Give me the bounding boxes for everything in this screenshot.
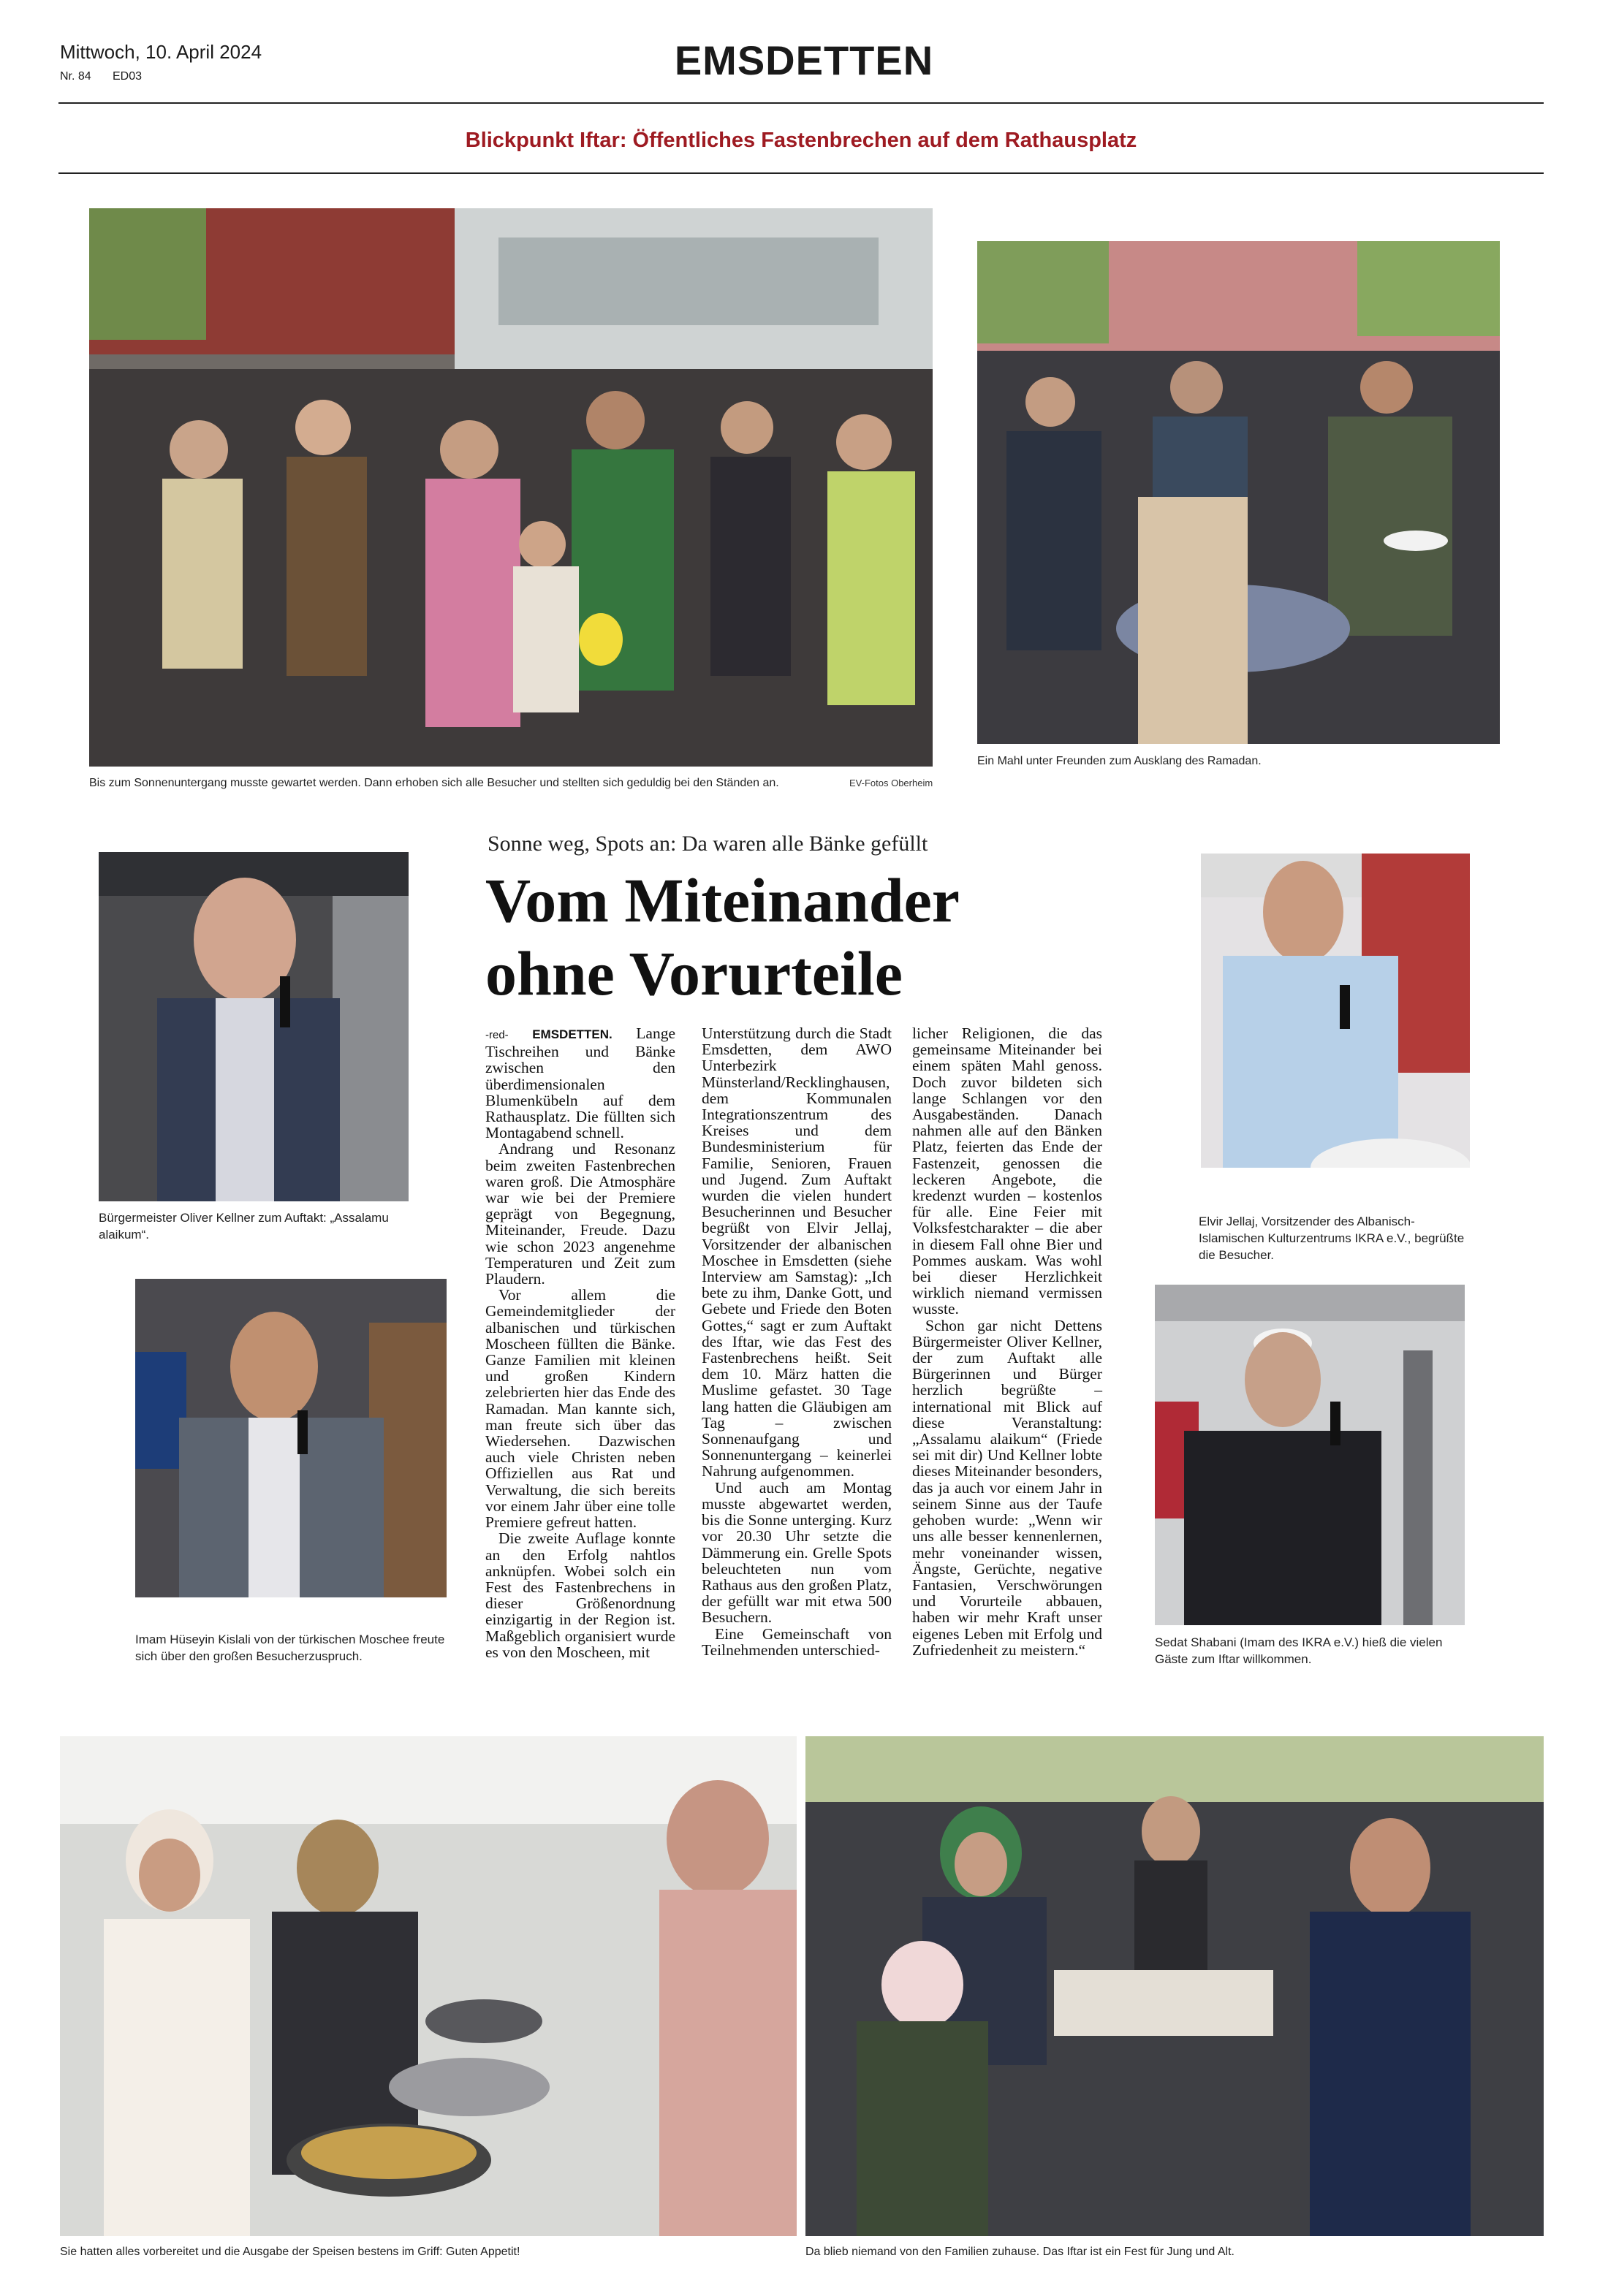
elvir-caption: Elvir Jellaj, Vorsitzender des Albanisch-Islamischen Kulturzentrums IKRA e.V., begrüßte die Besucher. — [1199, 1214, 1465, 1262]
mayor-caption: Bürgermeister Oliver Kellner zum Auftakt: „Assalamu alaikum“. — [99, 1211, 389, 1242]
tables-photo — [805, 1736, 1544, 2236]
dateline: EMSDETTEN. — [532, 1027, 613, 1041]
sedat-caption: Sedat Shabani (Imam des IKRA e.V.) hieß die vielen Gäste zum Iftar willkommen. — [1155, 1635, 1443, 1666]
article-column-2 — [702, 1025, 892, 1658]
tables-caption: Da blieb niemand von den Familien zuhause. Das Iftar ist ein Fest für Jung und Alt. — [805, 2246, 1235, 2258]
sedat-photo — [1155, 1285, 1465, 1625]
kitchen-caption: Sie hatten alles vorbereitet und die Ausgabe der Speisen bestens im Griff: Guten Appetit! — [60, 2246, 520, 2258]
crowd-caption: Bis zum Sonnenuntergang musste gewartet werden. Dann erhoben sich alle Besucher und stellten sich geduldig bei den Ständen an. — [89, 777, 779, 789]
article-kicker: Sonne weg, Spots an: Da waren alle Bänke gefüllt — [488, 832, 928, 856]
article-headline — [485, 864, 960, 1010]
meal-caption: Ein Mahl unter Freunden zum Ausklang des Ramadan. — [977, 755, 1262, 767]
topic-line: Blickpunkt Iftar: Öffentliches Fastenbrechen auf dem Rathausplatz — [465, 129, 1137, 152]
page-code: ED03 — [113, 70, 143, 83]
photo-credit: EV-Fotos Oberheim — [849, 778, 933, 788]
mayor-photo — [99, 852, 409, 1201]
col3-paragraph-2: Schon gar nicht Dettens Bürgermeister Oliver Kellner, der zum Auftakt alle Bürgerinnen und Bürger herzlich begrüßte – international mit Blick auf diese Veranstaltung: „Assalamu alaikum“ (Friede sei mit dir) Und Kellner lobte dieses Miteinander besonders, das ja auch vor einem Jahr in seinem Sinne aus der Taufe gehoben wurde: „Wenn wir uns alle besser kennenlernen, mehr voneinander wissen, Ängste, Gerüchte, negative Fantasien, Verschwörungen und Vorurteile abbauen, haben wir mehr Kraft unser eigenes Leben mit Erfolg und Zufriedenheit zu meistern.“ — [912, 1316, 1102, 1659]
issue-number: Nr. 84 — [60, 70, 91, 83]
topic-rule — [58, 172, 1544, 174]
col3-paragraph-1: licher Religionen, die das gemeinsame Miteinander bei einem späten Mahl genoss. Doch zuvor bildeten sich lange Schlangen vor den Ausgabeständen. Danach nahmen alle auf den Bänken Platz, feierten das Ende der Fastenzeit, genossen die leckeren Angebote, die kredenzt wurden – kostenlos für alle. Eine Feier mit Volksfestcharakter – die aber in diesem Fall ohne Bier und Pommes auskam. Was wohl bei dieser Herzlichkeit wirklich niemand vermissen wusste. — [912, 1025, 1102, 1318]
section-title: EMSDETTEN — [674, 37, 934, 83]
col2-paragraph-2: Und auch am Montag musste abgewartet werden, bis die Sonne unterging. Kurz vor 20.30 Uhr setzte die Dämmerung ein. Grelle Spots beleuchteten nun vom Rathaus aus den großen Platz, der gefüllt war mit etwa 500 Besuchern. — [702, 1478, 892, 1627]
top-rule — [58, 102, 1544, 104]
elvir-photo — [1201, 854, 1470, 1168]
meal-photo — [977, 241, 1500, 744]
col1-paragraph-2: Andrang und Resonanz beim zweiten Fastenbrechen waren groß. Die Atmosphäre war wie bei der Premiere geprägt von Begegnung, Miteinander, Freude. Dazu wie schon 2023 angenehme Temperaturen und Zeit zum Plaudern. — [485, 1140, 675, 1288]
issue-date: Mittwoch, 10. April 2024 — [60, 41, 262, 63]
crowd-photo — [89, 208, 933, 767]
headline-line-2: ohne Vorurteile — [485, 938, 903, 1008]
article-column-1 — [485, 1025, 675, 1660]
kitchen-photo — [60, 1736, 797, 2236]
byline: -red- — [485, 1029, 509, 1041]
col1-paragraph-4: Die zweite Auflage konnte an den Erfolg nahtlos anknüpfen. Wobei solch ein Fest des Fastenbrechens in dieser Größenordnung einzigartig in der Region ist. Maßgeblich organisiert wurde es von den Moscheen, mit — [485, 1529, 675, 1661]
col2-paragraph-1: Unterstützung durch die Stadt Emsdetten, dem AWO Unterbezirk Münsterland/Recklinghausen, dem Kommunalen Integrationszentrum des Kreises und dem Bundesministerium für Familie, Senioren, Frauen und Jugend. Zum Auftakt wurden die vielen hundert Besucherinnen und Besucher begrüßt von Elvir Jellaj, Vorsitzender der albanischen Moschee in Emsdetten (siehe Interview am Samstag): „Ich bete zu ihm, Danke Gott, und Gebete und Friede den Boten Gottes,“ sagt er zum Auftakt des Iftar, wie das Fest des Fastenbrechens heißt. Seit dem 10. März hatten die Muslime gefastet. 30 Tage lang hatten die Gläubigen am Tag – zwischen Sonnenaufgang und Sonnenuntergang – keinerlei Nahrung aufgenommen. — [702, 1025, 892, 1480]
col1-paragraph-1: Lange Tischreihen und Bänke zwischen den überdimensionalen Blumenkübeln auf dem Rathausplatz. Die füllten sich Montagabend schnell. — [485, 1025, 676, 1142]
col1-paragraph-3: Vor allem die Gemeindemitglieder der albanischen und türkischen Moscheen füllten die Bänke. Ganze Familien mit kleinen und großen Kindern zelebrierten hier das Ende des Ramadan. Man kannte sich, man freute sich über das Wiedersehen. Dazwischen auch viele Christen neben Offiziellen aus Rat und Verwaltung, die sich bereits vor einem Jahr über eine tolle Premiere gefreut hatten. — [485, 1286, 675, 1532]
col2-paragraph-3: Eine Gemeinschaft von Teilnehmenden unterschied- — [702, 1624, 892, 1659]
imam-caption: Imam Hüseyin Kislali von der türkischen Moschee freute sich über den großen Besucherzuspruch. — [135, 1632, 445, 1663]
imam-photo — [135, 1279, 447, 1597]
article-column-3 — [912, 1025, 1102, 1658]
headline-line-1: Vom Miteinander — [485, 865, 960, 935]
